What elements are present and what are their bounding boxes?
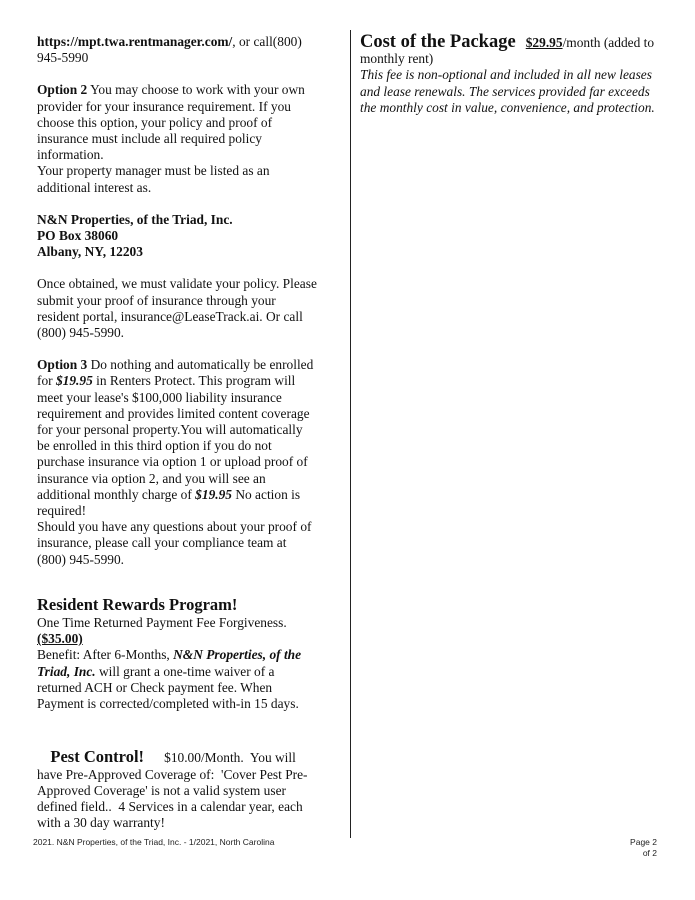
option3-paragraph	[37, 357, 317, 519]
left-column	[37, 34, 317, 848]
column-divider	[350, 30, 351, 838]
rewards-company: N&N Properties, of the Triad, Inc.	[37, 647, 302, 679]
cost-line	[360, 34, 660, 67]
page-line1: Page 2	[630, 837, 657, 847]
option2-manager-note: Your property manager must be listed as an additional interest as.	[37, 163, 270, 195]
rewards-benefit-b: will grant a one-time waiver of a returned ACH or Check payment fee. When Payment is corrected/completed with-in 15 days.	[37, 663, 299, 711]
option3-text-c: No action is required!	[37, 486, 301, 519]
address-name: N&N Properties, of the Triad, Inc.	[37, 211, 233, 227]
page-line2: of 2	[642, 848, 657, 858]
rewards-benefit-a: Benefit: After 6-Months,	[37, 647, 174, 663]
option2-paragraph	[37, 82, 317, 163]
rewards-benefit	[37, 647, 317, 712]
address-city: Albany, NY, 12203	[37, 244, 143, 260]
option3-price: $19.95	[55, 373, 93, 389]
questions-paragraph: Should you have any questions about your proof of insurance, please call your compliance team at (800) 945-5990.	[37, 519, 312, 567]
rewards-fee: ($35.00)	[37, 631, 83, 647]
cost-suffix: /month (added to monthly rent)	[360, 35, 655, 67]
portal-url[interactable]: https://mpt.twa.rentmanager.com/	[37, 34, 233, 49]
rewards-heading: Resident Rewards Program!	[37, 594, 238, 614]
option3-label: Option 3	[37, 357, 88, 373]
top-line	[37, 34, 317, 66]
pest-text: $10.00/Month. You will have Pre-Approved Coverage of: 'Cover Pest Pre-Approved Coverage' is not a valid system user defined field.. 4 Services in a calendar year, each with a 30 day warranty!	[37, 750, 308, 831]
cost-heading: Cost of the Package	[360, 32, 516, 52]
option3-text-a: Do nothing and automatically be enrolled for	[37, 357, 314, 389]
right-column	[360, 34, 660, 116]
top-line-rest: , or call(800) 945-5990	[37, 34, 302, 66]
cost-note: This fee is non-optional and included in all new leases and lease renewals. The services provided far exceeds the monthly cost in value, convenience, and protection.	[360, 67, 655, 115]
option2-label: Option 2	[37, 82, 88, 98]
validate-paragraph: Once obtained, we must validate your policy. Please submit your proof of insurance through your resident portal, insurance@LeaseTrack.ai. Or call (800) 945-5990.	[37, 276, 317, 341]
option3-price-2: $19.95	[195, 486, 232, 502]
option3-text-b: in Renters Protect. This program will meet your lease's $100,000 liability insurance requirement and provides limited content coverage for your personal property.You will automatically be enrolled in this third option if you do not purchase insurance via option 1 or upload proof of insurance via option 2, and you will see an additional monthly charge of	[37, 373, 310, 502]
footer-left: 2021. N&N Properties, of the Triad, Inc. - 1/2021, North Carolina	[33, 837, 275, 847]
rewards-line1: One Time Returned Payment Fee Forgiveness.	[37, 614, 287, 630]
page-number	[625, 837, 657, 859]
option2-text: You may choose to work with your own provider for your insurance requirement. If you choose this option, your policy and proof of insurance must include all required policy information.	[37, 82, 305, 163]
pest-heading: Pest Control!	[50, 747, 145, 767]
address-box: PO Box 38060	[37, 228, 119, 244]
pest-paragraph	[37, 733, 317, 847]
cost-price: $29.95	[525, 35, 563, 50]
